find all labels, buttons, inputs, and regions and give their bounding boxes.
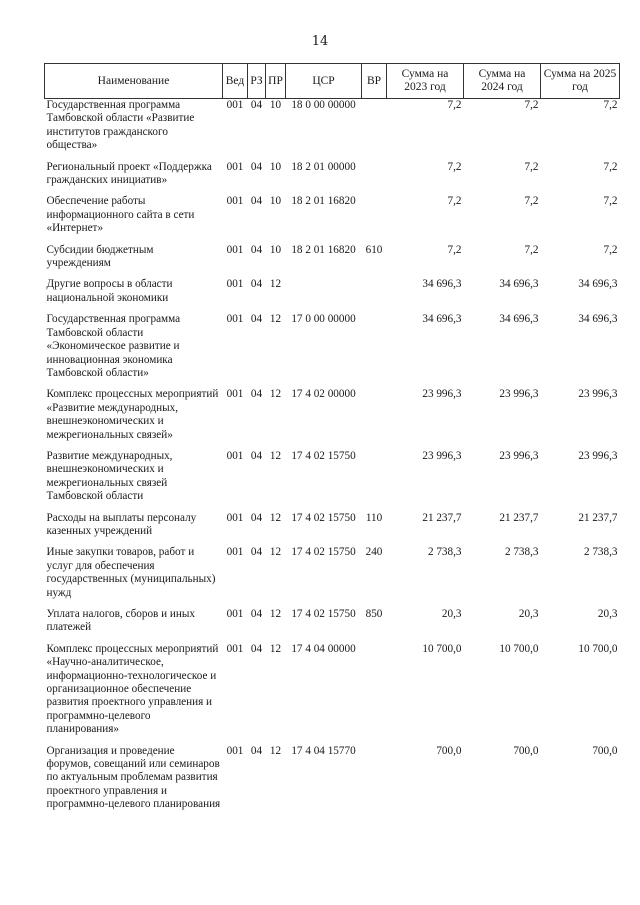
row-sum-2023: 7,2 xyxy=(447,195,462,208)
row-sum-2023: 2 738,3 xyxy=(427,546,462,559)
row-sum-2025: 2 738,3 xyxy=(583,546,618,559)
row-ved: 001 xyxy=(226,449,244,462)
row-vr: 610 xyxy=(365,243,383,256)
row-pr: 10 xyxy=(269,195,282,208)
row-pr: 12 xyxy=(269,278,282,291)
row-sum-2025: 21 237,7 xyxy=(578,511,618,524)
row-sum-2025: 700,0 xyxy=(592,744,618,757)
row-sum-2024: 34 696,3 xyxy=(499,313,539,326)
table-row xyxy=(45,388,620,450)
row-name: Комплекс процессных мероприятий «Научно-аналитическое, информационно-технологическое и организационное обеспечение развития проектного управления и программно-целевого планирования» xyxy=(46,642,219,736)
row-sum-2023: 23 996,3 xyxy=(422,388,462,401)
header-sum-2025: Сумма на 2025 год xyxy=(541,64,620,99)
row-vr xyxy=(362,195,387,243)
row-sum-2024: 10 700,0 xyxy=(499,642,539,655)
row-pr: 12 xyxy=(269,546,282,559)
row-vr xyxy=(362,388,387,450)
row-csr: 18 2 01 16820 xyxy=(291,243,356,256)
table-row xyxy=(45,195,620,243)
row-sum-2025: 23 996,3 xyxy=(578,449,618,462)
row-sum-2024: 2 738,3 xyxy=(504,546,539,559)
row-ved: 001 xyxy=(226,546,244,559)
row-sum-2023: 7,2 xyxy=(447,160,462,173)
row-sum-2023: 34 696,3 xyxy=(422,313,462,326)
row-csr: 18 2 01 16820 xyxy=(291,195,356,208)
row-ved: 001 xyxy=(226,744,244,757)
row-sum-2023: 21 237,7 xyxy=(422,511,462,524)
row-csr: 17 4 02 15750 xyxy=(291,608,356,620)
row-pr: 12 xyxy=(269,744,282,757)
table-header xyxy=(45,64,620,99)
row-sum-2024: 23 996,3 xyxy=(499,388,539,401)
row-pr: 12 xyxy=(269,608,282,620)
row-rz: 04 xyxy=(250,160,263,173)
row-sum-2025: 34 696,3 xyxy=(578,278,618,291)
row-pr: 12 xyxy=(269,449,282,462)
header-sum-2023: Сумма на 2023 год xyxy=(387,64,464,99)
row-vr xyxy=(362,643,387,745)
header-pr: ПР xyxy=(266,64,286,99)
row-sum-2025: 7,2 xyxy=(603,243,618,256)
row-sum-2023: 20,3 xyxy=(441,608,462,620)
row-csr: 17 4 04 00000 xyxy=(291,642,356,655)
table-row xyxy=(45,278,620,313)
header-csr: ЦСР xyxy=(286,64,362,99)
row-vr xyxy=(362,161,387,196)
header-rz: РЗ xyxy=(248,64,266,99)
row-sum-2023: 7,2 xyxy=(447,99,462,111)
row-sum-2023: 10 700,0 xyxy=(422,642,462,655)
table-row xyxy=(45,512,620,547)
row-vr xyxy=(362,745,387,820)
row-csr: 17 4 02 00000 xyxy=(291,388,356,401)
row-sum-2025: 7,2 xyxy=(603,160,618,173)
row-csr: 17 4 04 15770 xyxy=(291,744,356,757)
row-sum-2024: 21 237,7 xyxy=(499,511,539,524)
row-sum-2025: 7,2 xyxy=(603,99,618,111)
row-vr xyxy=(362,450,387,512)
row-ved: 001 xyxy=(226,313,244,326)
row-name: Развитие международных, внешнеэкономических и межрегиональных связей Тамбовской области xyxy=(46,449,173,503)
row-sum-2023: 23 996,3 xyxy=(422,449,462,462)
table-row xyxy=(45,161,620,196)
row-sum-2023: 7,2 xyxy=(447,243,462,256)
row-csr: 17 4 02 15750 xyxy=(291,449,356,462)
row-rz: 04 xyxy=(250,195,263,208)
row-sum-2025: 20,3 xyxy=(597,608,618,620)
row-ved: 001 xyxy=(226,243,244,256)
row-vr: 110 xyxy=(365,511,383,524)
row-rz: 04 xyxy=(250,388,263,401)
table-row xyxy=(45,643,620,745)
row-sum-2025: 7,2 xyxy=(603,195,618,208)
row-sum-2024: 7,2 xyxy=(524,195,539,208)
row-sum-2025: 10 700,0 xyxy=(578,642,618,655)
row-rz: 04 xyxy=(250,744,263,757)
row-rz: 04 xyxy=(250,608,263,620)
row-rz: 04 xyxy=(250,642,263,655)
row-ved: 001 xyxy=(226,608,244,620)
row-sum-2023: 700,0 xyxy=(436,744,462,757)
row-name: Расходы на выплаты персоналу казенных учреждений xyxy=(46,511,197,537)
table-row xyxy=(45,99,620,161)
row-csr xyxy=(286,278,362,313)
row-name: Региональный проект «Поддержка гражданских инициатив» xyxy=(46,160,212,187)
row-rz: 04 xyxy=(250,546,263,559)
row-pr: 10 xyxy=(269,243,282,256)
row-ved: 001 xyxy=(226,278,244,291)
header-name: Наименование xyxy=(45,64,223,99)
row-csr: 18 0 00 00000 xyxy=(291,99,356,111)
row-vr: 240 xyxy=(365,546,383,559)
row-sum-2024: 34 696,3 xyxy=(499,278,539,291)
row-rz: 04 xyxy=(250,243,263,256)
row-csr: 18 2 01 00000 xyxy=(291,160,356,173)
table-row xyxy=(45,608,620,643)
header-ved: Вед xyxy=(223,64,248,99)
row-sum-2024: 7,2 xyxy=(524,99,539,111)
header-vr: ВР xyxy=(362,64,387,99)
row-pr: 10 xyxy=(269,160,282,173)
row-ved: 001 xyxy=(226,511,244,524)
table-row xyxy=(45,313,620,388)
table-row xyxy=(45,450,620,512)
budget-table xyxy=(44,63,620,820)
row-name: Уплата налогов, сборов и иных платежей xyxy=(46,608,196,634)
row-sum-2024: 7,2 xyxy=(524,243,539,256)
row-vr: 850 xyxy=(365,608,383,620)
row-sum-2023: 34 696,3 xyxy=(422,278,462,291)
row-vr xyxy=(362,313,387,388)
row-name: Организация и проведение форумов, совещаний или семинаров по актуальным проблемам развития проектного управления и программно-целевого планирования xyxy=(46,744,221,811)
row-csr: 17 4 02 15750 xyxy=(291,511,356,524)
row-rz: 04 xyxy=(250,278,263,291)
row-csr: 17 0 00 00000 xyxy=(291,313,356,326)
row-sum-2025: 34 696,3 xyxy=(578,313,618,326)
row-ved: 001 xyxy=(226,195,244,208)
row-rz: 04 xyxy=(250,313,263,326)
row-pr: 12 xyxy=(269,388,282,401)
table-row xyxy=(45,745,620,820)
row-ved: 001 xyxy=(226,160,244,173)
row-pr: 12 xyxy=(269,642,282,655)
row-sum-2024: 7,2 xyxy=(524,160,539,173)
table-row xyxy=(45,546,620,608)
row-name: Обеспечение работы информационного сайта в сети «Интернет» xyxy=(46,195,195,235)
row-sum-2024: 700,0 xyxy=(513,744,539,757)
row-name: Государственная программа Тамбовской области «Экономическое развитие и инновационная экономика Тамбовской области» xyxy=(46,313,181,379)
row-ved: 001 xyxy=(226,642,244,655)
row-name: Субсидии бюджетным учреждениям xyxy=(46,243,154,270)
row-ved: 001 xyxy=(226,388,244,401)
row-name: Другие вопросы в области национальной экономики xyxy=(46,278,173,304)
row-rz: 04 xyxy=(250,511,263,524)
table-row xyxy=(45,244,620,279)
row-csr: 17 4 02 15750 xyxy=(291,546,356,559)
row-pr: 12 xyxy=(269,313,282,326)
row-rz: 04 xyxy=(250,449,263,462)
row-pr: 10 xyxy=(269,99,282,111)
page-number: 14 xyxy=(311,34,329,49)
row-rz: 04 xyxy=(250,99,263,111)
row-sum-2025: 23 996,3 xyxy=(578,388,618,401)
row-name: Иные закупки товаров, работ и услуг для обеспечения государственных (муниципальных) нужд xyxy=(46,546,216,599)
row-sum-2024: 23 996,3 xyxy=(499,449,539,462)
row-vr xyxy=(362,278,387,313)
table-body xyxy=(45,99,620,820)
row-name: Государственная программа Тамбовской области «Развитие институтов гражданского общества» xyxy=(46,99,195,152)
row-name: Комплекс процессных мероприятий «Развитие международных, внешнеэкономических и межрегиональных связей» xyxy=(46,388,219,441)
row-sum-2024: 20,3 xyxy=(518,608,539,620)
row-ved: 001 xyxy=(226,99,244,111)
header-sum-2024: Сумма на 2024 год xyxy=(464,64,541,99)
row-pr: 12 xyxy=(269,511,282,524)
row-vr xyxy=(362,99,387,161)
